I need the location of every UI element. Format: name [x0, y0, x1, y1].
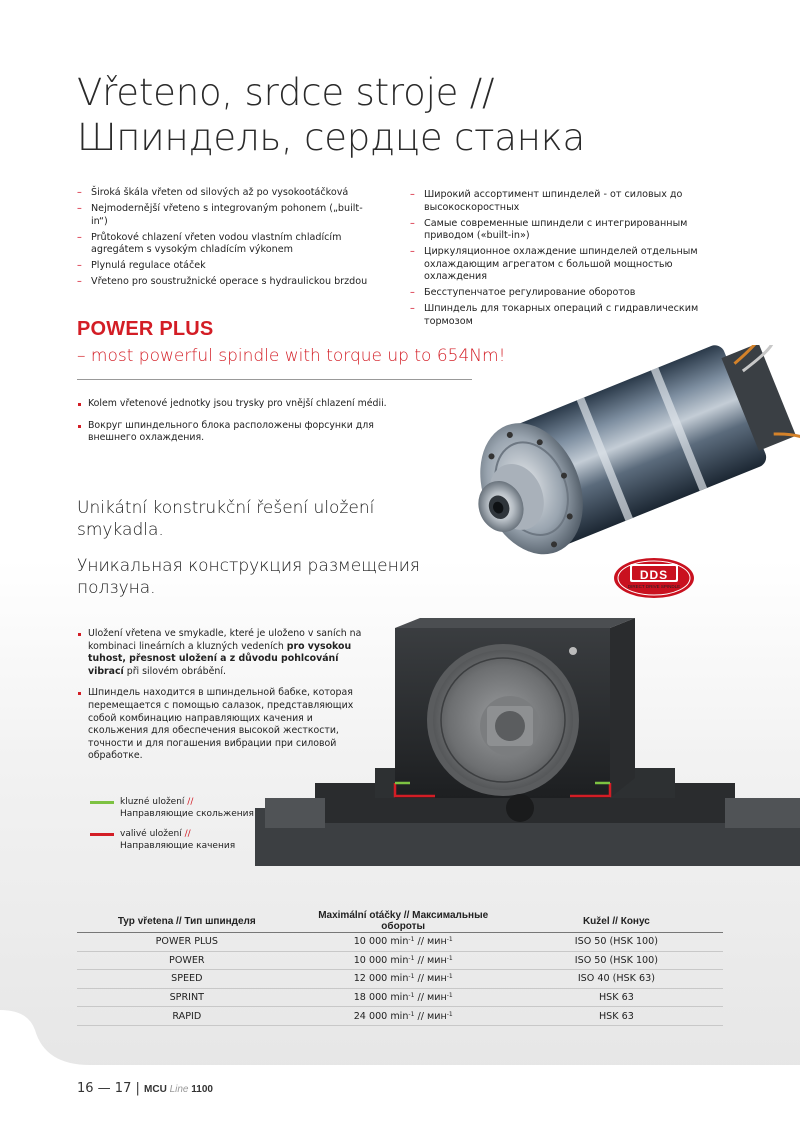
legend-swatch-green: [90, 801, 114, 804]
list-item: – Nejmodernější vřeteno s integrovaným pohonem („built-in“): [77, 203, 377, 228]
spindle-image: [430, 345, 800, 565]
list-item: – Vřeteno pro soustružnické operace s hydraulickou brzdou: [77, 276, 377, 289]
list-item: – Široká škála vřeten od silových až po vysokootáčková: [77, 187, 377, 200]
unique-heading-ru: Уникальная конструкция размещения ползуна.: [77, 556, 420, 598]
features-list-ru: [410, 189, 700, 332]
list-item: Вокруг шпиндельного блока расположены форсунки для внешнего охлаждения.: [77, 420, 407, 445]
cell-rpm: [297, 1007, 510, 1026]
legend-text-cz: valivé uložení: [120, 829, 182, 839]
column-header: Typ vřetena // Тип шпинделя: [77, 910, 297, 933]
rpm-unit: // мин: [414, 973, 447, 985]
cell-type: POWER PLUS: [77, 933, 297, 952]
title-line-cz: Vřeteno, srdce stroje //: [77, 71, 495, 114]
rpm-unit: // мин: [414, 936, 447, 948]
exponent: -1: [408, 973, 415, 981]
rpm-value: 10 000 min: [353, 954, 409, 966]
text: při silovém obrábění.: [123, 665, 226, 677]
exponent: -1: [446, 936, 453, 944]
page-corner-curve: [0, 1010, 800, 1132]
rpm-unit: // мин: [414, 1010, 447, 1022]
column-header: Kužel // Конус: [510, 910, 723, 933]
cell-rpm: [297, 970, 510, 989]
legend-swatch-red: [90, 833, 114, 836]
legend-text-cz: kluzné uložení: [120, 797, 185, 807]
rpm-unit: // мин: [414, 954, 447, 966]
table-row: [77, 988, 723, 1007]
cell-cone: HSK 63: [510, 988, 723, 1007]
divider: [77, 379, 472, 380]
exponent: -1: [446, 973, 453, 981]
cell-type: SPEED: [77, 970, 297, 989]
rpm-value: 18 000 min: [353, 992, 409, 1004]
list-item: – Самые современные шпиндели с интегрированным приводом («built-in»): [410, 218, 700, 243]
list-item: – Plynulá regulace otáček: [77, 260, 377, 273]
list-item: – Циркуляционное охлаждение шпинделей отдельным охлаждающим агрегатом с большой мощностью охлаждения: [410, 246, 700, 284]
exponent: -1: [408, 1010, 415, 1018]
rpm-value: 10 000 min: [353, 936, 409, 948]
cell-cone: HSK 63: [510, 1007, 723, 1026]
power-plus-bullets: [77, 398, 407, 454]
list-item: – Широкий ассортимент шпинделей - от силовых до высокоскоростных: [410, 189, 700, 214]
list-item: – Бесступенчатое регулирование оборотов: [410, 287, 700, 300]
rpm-unit: // мин: [414, 992, 447, 1004]
spindle-table: [77, 910, 723, 1026]
text: Uložení vřetena ve smykadle, které je uloženo v saních na kombinaci lineárních a kluzných vedeních: [88, 628, 362, 652]
table-header-row: [77, 910, 723, 933]
legend-sliding: [90, 796, 254, 820]
features-list-cz: [77, 187, 377, 292]
table-row: [77, 951, 723, 970]
rpm-value: 24 000 min: [353, 1010, 409, 1022]
exponent: -1: [408, 936, 415, 944]
brand-line: Line: [169, 1084, 189, 1095]
table-row: [77, 970, 723, 989]
exponent: -1: [446, 992, 453, 1000]
dds-logo-subtext: DIRECT DRIVE SPINDLE: [627, 584, 681, 589]
column-header: Maximální otáčky // Максимальные обороты: [297, 910, 510, 933]
bold-text: pro vysokou tuhost, přesnost uložení a z důvodu pohlcování vibrací: [88, 640, 352, 677]
list-item: – Průtokové chlazení vřeten vodou vlastním chladícím agregátem s vysokým chladícím výkonem: [77, 232, 377, 257]
page-title: [77, 70, 585, 160]
rpm-value: 12 000 min: [353, 973, 409, 985]
cell-cone: ISO 50 (HSK 100): [510, 951, 723, 970]
cell-cone: ISO 40 (HSK 63): [510, 970, 723, 989]
exponent: -1: [408, 992, 415, 1000]
brand-model: 1100: [191, 1084, 213, 1095]
brand-name: MCU: [144, 1084, 167, 1095]
legend-rolling: [90, 828, 235, 852]
list-item: Kolem vřetenové jednotky jsou trysky pro vnější chlazení médii.: [77, 398, 407, 411]
footer-brand: [144, 1084, 213, 1095]
power-plus-subtitle: – most powerful spindle with torque up to 654Nm!: [77, 346, 506, 366]
table-row: [77, 1007, 723, 1026]
power-plus-heading: POWER PLUS: [77, 318, 214, 340]
legend-label: [90, 828, 235, 852]
exponent: -1: [446, 954, 453, 962]
cell-type: SPRINT: [77, 988, 297, 1007]
legend-label: [90, 796, 254, 820]
list-item-ru: Шпиндель находится в шпиндельной бабке, которая перемещается с помощью салазок, представляющих собой комбинацию направляющих качения и скольжения для обеспечения высокой жесткости, точности и для погашения вибрации при силовой обработке.: [77, 687, 367, 763]
unique-heading-cz: Unikátní konstrukční řešení uložení smykadla.: [77, 498, 375, 540]
dds-logo-text: DDS: [639, 568, 669, 582]
page-footer: [77, 1081, 213, 1096]
machine-slide-image: [255, 618, 800, 866]
exponent: -1: [408, 954, 415, 962]
cell-rpm: [297, 951, 510, 970]
title-line-ru: Шпиндель, сердце станка: [77, 116, 585, 159]
list-item: – Шпиндель для токарных операций с гидравлическим тормозом: [410, 303, 700, 328]
legend-separator: //: [184, 829, 191, 839]
legend-separator: //: [187, 797, 194, 807]
legend-text-ru: Направляющие скольжения: [120, 809, 254, 819]
cell-rpm: [297, 988, 510, 1007]
exponent: -1: [446, 1010, 453, 1018]
page-numbers: 16 — 17 |: [77, 1081, 140, 1096]
cell-cone: ISO 50 (HSK 100): [510, 933, 723, 952]
cell-rpm: [297, 933, 510, 952]
cell-type: POWER: [77, 951, 297, 970]
legend-text-ru: Направляющие качения: [120, 841, 236, 851]
cell-type: RAPID: [77, 1007, 297, 1026]
table-row: [77, 933, 723, 952]
